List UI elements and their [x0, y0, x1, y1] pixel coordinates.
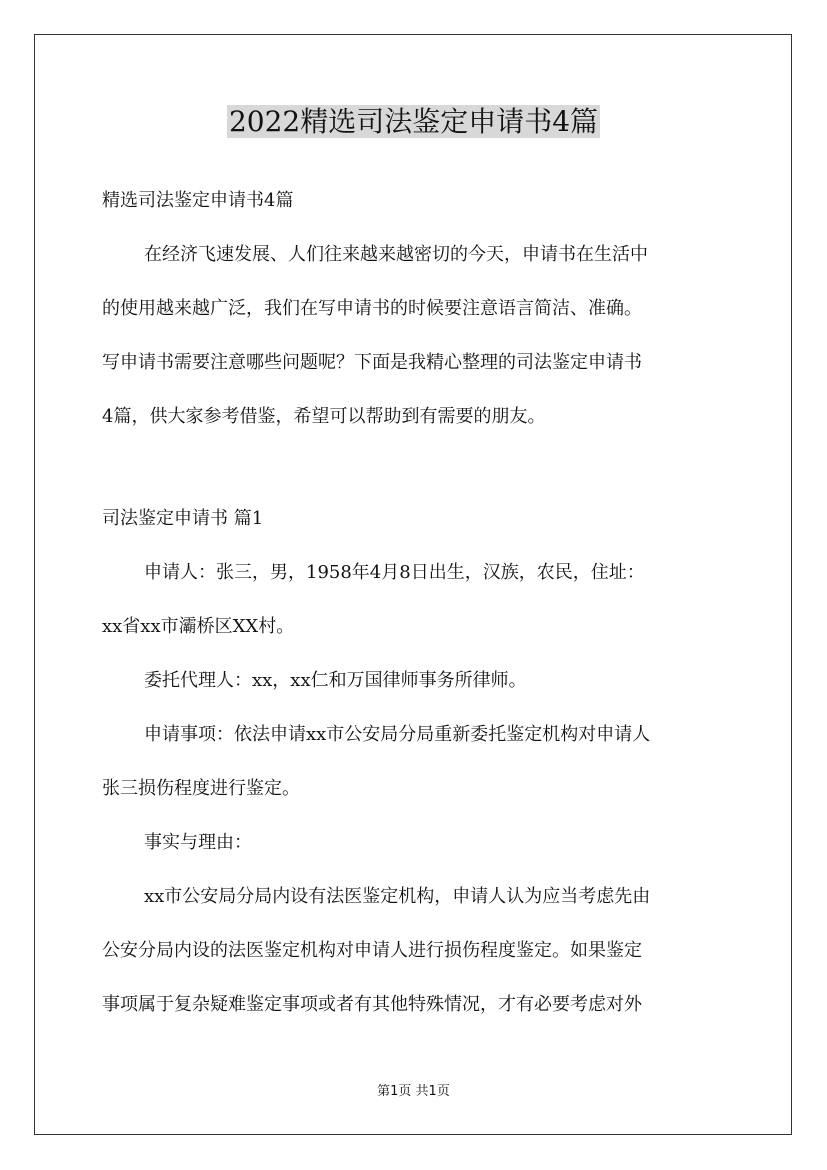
intro-line-4: 4篇，供大家参考借鉴，希望可以帮助到有需要的朋友。: [102, 406, 546, 427]
document-title-text: 2022精选司法鉴定申请书4篇: [228, 105, 599, 138]
applicant-line-2: xx省xx市灞桥区XX村。: [102, 616, 295, 637]
facts-heading: 事实与理由：: [144, 832, 252, 853]
document-body: [102, 174, 730, 1032]
facts-line-3: 事项属于复杂疑难鉴定事项或者有其他特殊情况，才有必要考虑对外: [102, 994, 642, 1015]
intro-line-3: 写申请书需要注意哪些问题呢？下面是我精心整理的司法鉴定申请书: [102, 352, 642, 373]
facts-line-1: xx市公安局分局内设有法医鉴定机构，申请人认为应当考虑先由: [144, 886, 651, 907]
request-line-2: 张三损伤程度进行鉴定。: [102, 778, 300, 799]
request-line-1: 申请事项：依法申请xx市公安局分局重新委托鉴定机构对申请人: [144, 724, 651, 745]
document-title: [0, 100, 827, 144]
document-subtitle: 精选司法鉴定申请书4篇: [102, 190, 294, 211]
page-footer: 第1页 共1页: [377, 1084, 450, 1099]
applicant-line-1: 申请人：张三，男，1958年4月8日出生，汉族，农民，住址：: [144, 562, 645, 583]
facts-line-2: 公安分局内设的法医鉴定机构对申请人进行损伤程度鉴定。如果鉴定: [102, 940, 642, 961]
intro-line-2: 的使用越来越广泛，我们在写申请书的时候要注意语言简洁、准确。: [102, 298, 642, 319]
intro-line-1: 在经济飞速发展、人们往来越来越密切的今天，申请书在生活中: [144, 244, 648, 265]
paragraph-gap: [102, 444, 730, 492]
section-heading: 司法鉴定申请书 篇1: [102, 508, 264, 529]
agent-line: 委托代理人：xx，xx仁和万国律师事务所律师。: [144, 670, 527, 691]
